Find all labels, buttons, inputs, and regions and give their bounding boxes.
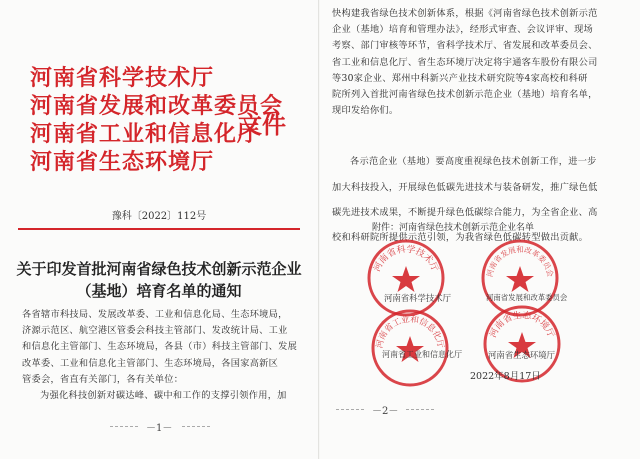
issuer-line: 河南省科学技术厅 bbox=[30, 65, 215, 91]
issue-date: 2022年8月17日 bbox=[470, 371, 541, 382]
body-line: 企业（基地）培育和管理办法》，经形式审查、会议评审、现场 bbox=[332, 24, 594, 36]
official-seal bbox=[370, 308, 450, 388]
left-body-text bbox=[22, 307, 300, 404]
page-rule bbox=[336, 409, 364, 410]
page-rule bbox=[182, 426, 210, 427]
seal-ring-text: 河南省发展和改革委员会 bbox=[485, 245, 555, 278]
seal-ring-text: 河南省工业和信息化厅 bbox=[374, 314, 446, 350]
seal-graphic bbox=[370, 308, 450, 388]
left-page bbox=[0, 0, 319, 459]
body-line: 加大科技投入，开展绿色低碳先进技术与装备研发，推广绿色低 bbox=[332, 181, 598, 193]
official-seal bbox=[366, 238, 446, 318]
body-line: 校和科研院所提供示范引领，为我省绿色低碳转型做出贡献。 bbox=[332, 232, 589, 244]
issuer-line: 河南省生态环境厅 bbox=[30, 149, 215, 175]
body-line: 管委会，省直有关部门，各有关单位： bbox=[22, 373, 184, 385]
document-label: 文件 bbox=[238, 110, 286, 139]
seal-star-icon bbox=[392, 266, 420, 292]
body-line: 各示范企业（基地）要高度重视绿色技术创新工作，进一步 bbox=[350, 156, 597, 168]
red-divider bbox=[18, 228, 300, 230]
seal-label: 河南省工业和信息化厅 bbox=[382, 350, 462, 359]
seal-label: 河南省生态环境厅 bbox=[488, 350, 555, 360]
seal-ring-text: 河南省生态环境厅 bbox=[488, 310, 556, 340]
seal-graphic bbox=[366, 238, 446, 318]
page-rule bbox=[406, 409, 434, 410]
body-line: 碳先进技术成果，不断提升绿色低碳综合能力，为全省企业、高 bbox=[332, 206, 598, 218]
document-number: 豫科〔2022〕112号 bbox=[111, 211, 207, 222]
seal-ring-text: 河南省科学技术厅 bbox=[372, 244, 440, 274]
seal-label: 河南省发展和改革委员会 bbox=[486, 293, 568, 302]
notice-title-line1: 关于印发首批河南省绿色技术创新示范企业 bbox=[16, 260, 302, 278]
body-line: 各省辖市科技局、发展改革委、工业和信息化局、生态环境局， bbox=[22, 309, 288, 320]
body-line: 等30家企业、郑州中科新兴产业技术研究院等4家高校和科研 bbox=[332, 72, 588, 84]
attachment-note: 附件：河南省绿色技术创新示范企业名单 bbox=[372, 223, 535, 233]
body-line: 考察、部门审核等环节，省科学技术厅、省发展和改革委员会、 bbox=[332, 40, 598, 52]
page-number: －1－ bbox=[146, 423, 173, 434]
body-line: 院所列入首批河南省绿色技术创新示范企业（基地）培育名单， bbox=[332, 89, 598, 101]
body-line: 快构建我省绿色技术创新体系，根据《河南省绿色技术创新示范 bbox=[332, 8, 598, 19]
body-line: 济源示范区、航空港区管委会科技主管部门、发改统计局、工业 bbox=[22, 325, 288, 337]
right-body-para1 bbox=[332, 6, 628, 119]
page-number: －2－ bbox=[372, 406, 399, 417]
body-line: 和信息化主管部门、生态环境局，各县（市）科技主管部门、发展 bbox=[22, 341, 298, 353]
seal-star-icon bbox=[506, 266, 534, 292]
body-line: 省工业和信息化厅、省生态环境厅决定将宇通客车股份有限公司 bbox=[332, 56, 598, 68]
body-line: 改革委、工业和信息化主管部门、生态环境局，各国家高新区 bbox=[22, 357, 279, 369]
body-line: 为强化科技创新对碳达峰、碳中和工作的支撑引领作用，加 bbox=[40, 390, 287, 402]
issuer-line: 河南省发展和改革委员会 bbox=[30, 93, 284, 119]
seal-label: 河南省科学技术厅 bbox=[384, 293, 451, 303]
page-rule bbox=[110, 426, 138, 427]
issuer-line: 河南省工业和信息化厅 bbox=[30, 121, 261, 147]
body-line: 现印发给你们。 bbox=[332, 105, 399, 117]
notice-title-line2: （基地）培育名单的通知 bbox=[76, 282, 242, 300]
